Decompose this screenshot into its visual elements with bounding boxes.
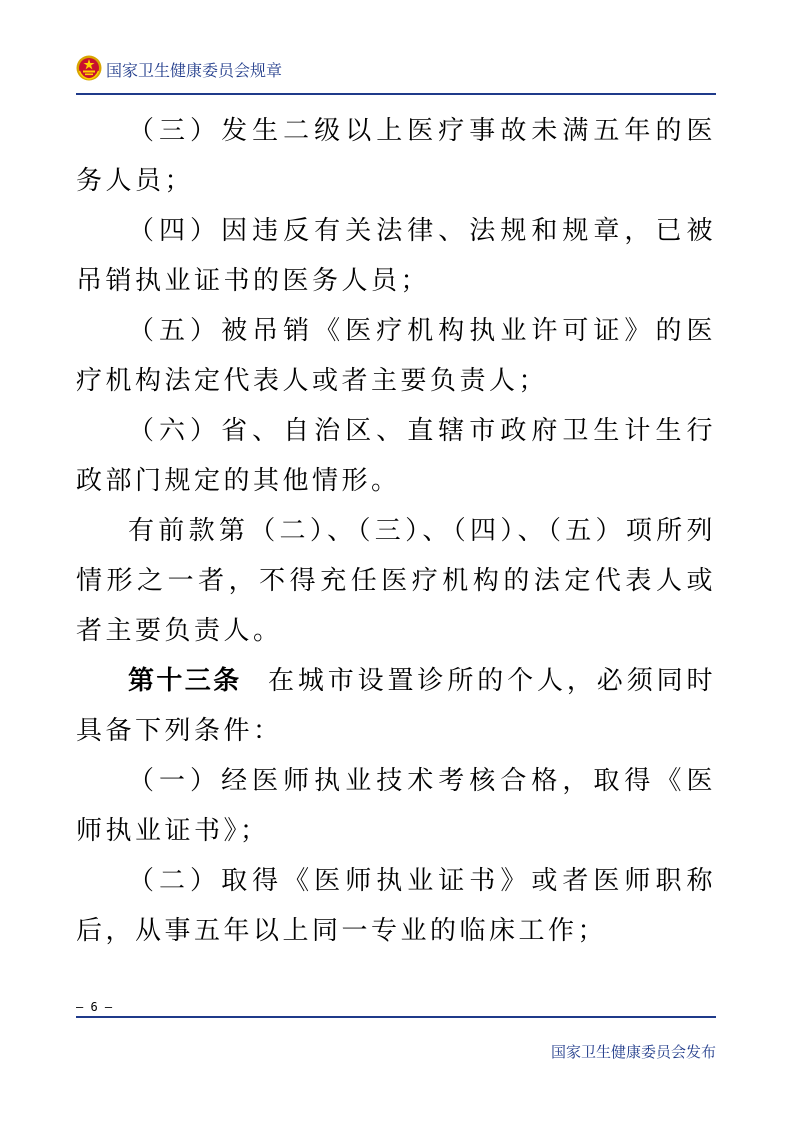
paragraph: （五）被吊销《医疗机构执业许可证》的医疗机构法定代表人或者主要负责人；	[76, 316, 716, 396]
header-title: 国家卫生健康委员会规章	[106, 61, 283, 80]
paragraph: 有前款第（二）、（三）、（四）、（五）项所列情形之一者，不得充任医疗机构的法定代表人或者主要负责人。	[76, 516, 716, 646]
footer-publisher: 国家卫生健康委员会发布	[550, 1043, 716, 1061]
article-text: 在城市设置诊所的个人，必须同时具备下列条件：	[76, 666, 716, 746]
paragraph: （六）省、自治区、直辖市政府卫生计生行政部门规定的其他情形。	[76, 416, 716, 496]
paragraph: （三）发生二级以上医疗事故未满五年的医务人员；	[76, 116, 716, 196]
page-number: – 6 –	[76, 1000, 113, 1014]
paragraph: （二）取得《医师执业证书》或者医师职称后，从事五年以上同一专业的临床工作；	[76, 866, 716, 946]
footer-divider	[76, 1016, 716, 1018]
document-body	[76, 106, 716, 956]
header-divider	[76, 93, 716, 95]
page-header	[76, 53, 716, 87]
paragraph: （一）经医师执业技术考核合格，取得《医师执业证书》；	[76, 766, 716, 846]
article-heading: 第十三条	[128, 666, 242, 696]
national-emblem-icon	[76, 55, 102, 81]
article-13-paragraph	[76, 656, 716, 756]
paragraph: （四）因违反有关法律、法规和规章，已被吊销执业证书的医务人员；	[76, 216, 716, 296]
